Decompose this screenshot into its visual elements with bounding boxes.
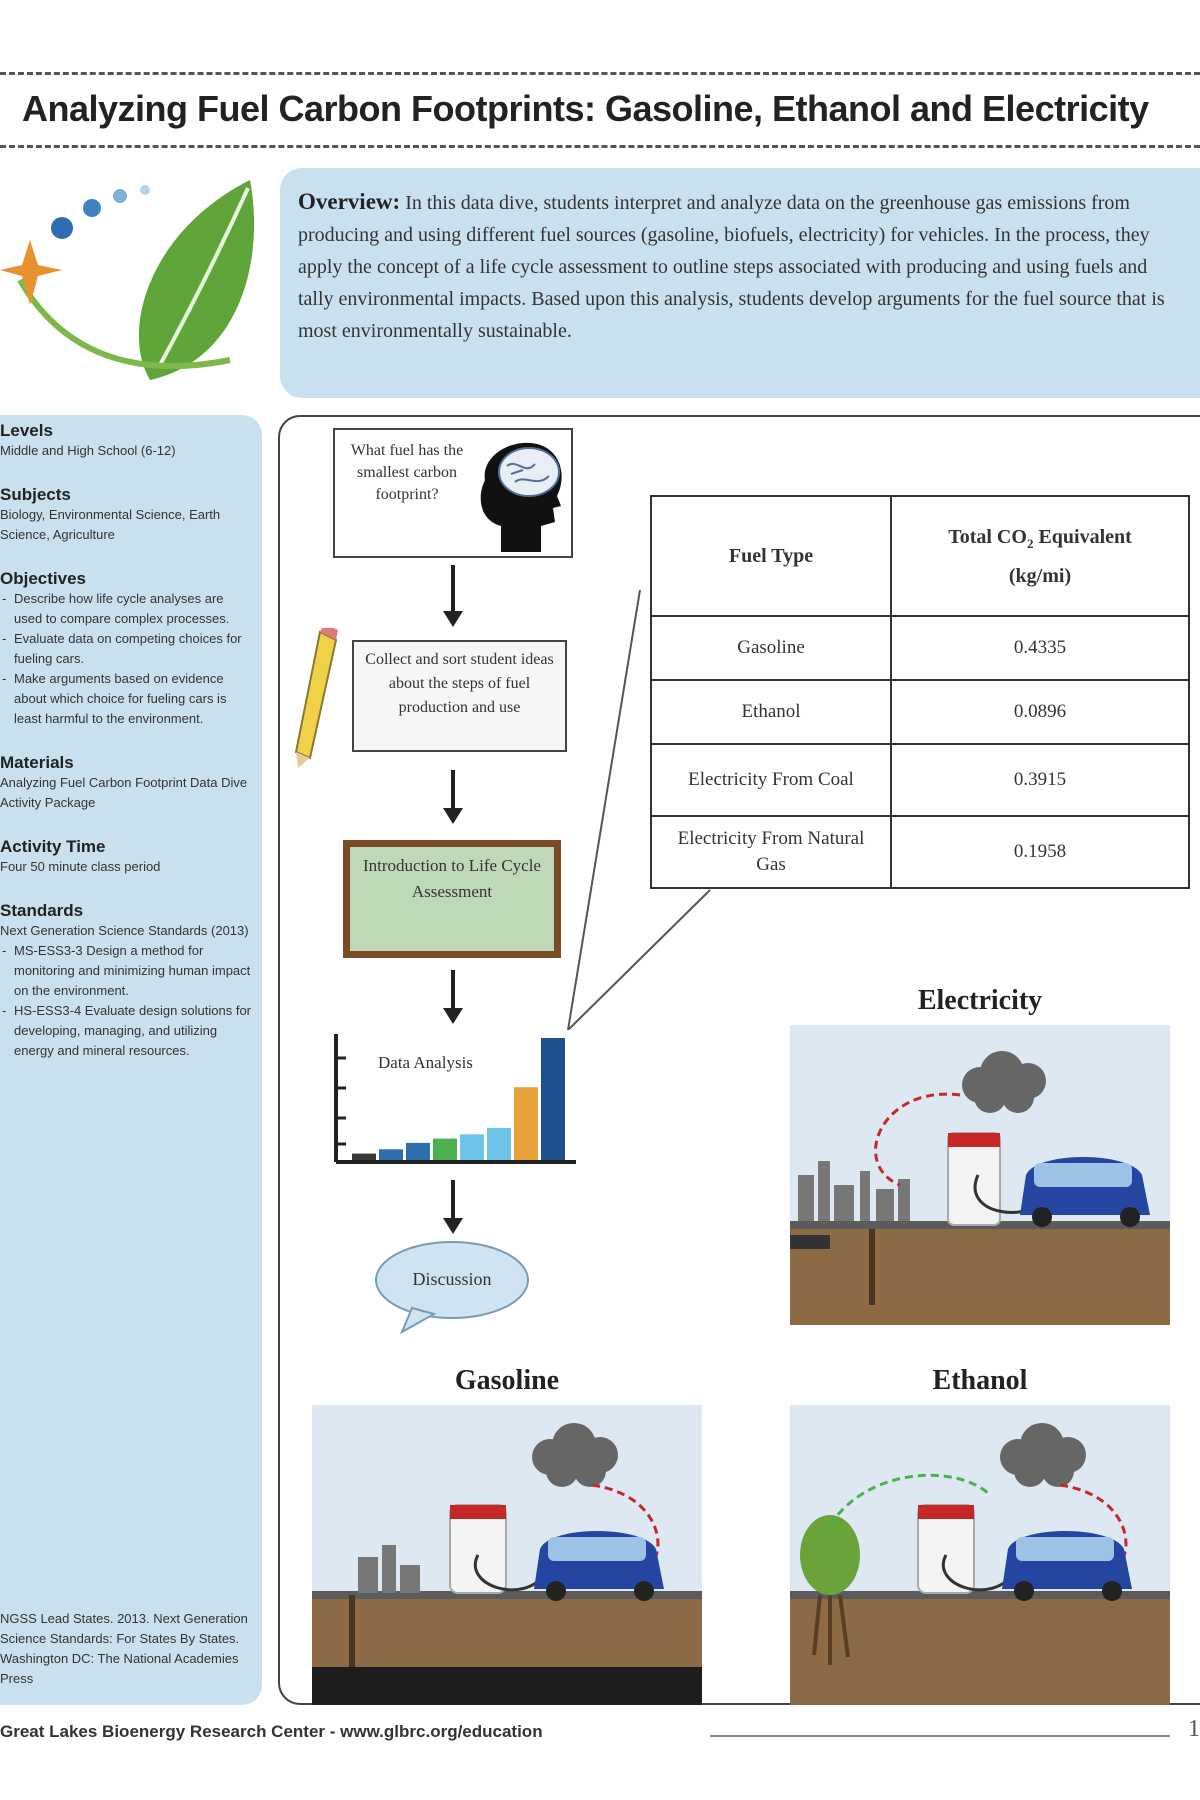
activity-time-text: Four 50 minute class period (0, 859, 161, 874)
overview-box (280, 168, 1200, 398)
subjects-text: Biology, Environmental Science, Earth Science, Agriculture (0, 507, 221, 542)
discussion-text: Discussion (412, 1269, 492, 1289)
fuel-cell: Electricity From Natural Gas (651, 816, 891, 888)
sidebar-standards (0, 901, 252, 1061)
logo-dot-1 (51, 217, 73, 239)
chart-bar (541, 1038, 565, 1160)
overview-text: In this data dive, students interpret and analyze data on the greenhouse gas emissions from producing and using different fuel sources (gasoline, biofuels, electricity) for vehicles. In the process, they apply the concept of a life cycle assessment to outline steps associated with producing and using fuels and tally environmental impacts. Based upon this analysis, students develop arguments for the fuel source that is most environmentally sustainable. (298, 192, 1165, 342)
subjects-heading: Subjects (0, 485, 71, 504)
value-cell: 0.3915 (891, 744, 1189, 816)
flow-arrow-4 (451, 1180, 455, 1220)
sidebar-materials (0, 753, 252, 813)
logo-dot-3 (113, 189, 127, 203)
flow-arrow-3 (451, 970, 455, 1010)
value-cell: 0.0896 (891, 680, 1189, 744)
flow-arrow-2 (451, 770, 455, 810)
levels-heading: Levels (0, 421, 53, 440)
standards-list (0, 941, 252, 1061)
standards-text: Next Generation Science Standards (2013) (0, 923, 249, 938)
table-header-co2: Total $CO_2$ Equivalent (kg/mi) (891, 496, 1189, 616)
value-cell: 0.1958 (891, 816, 1189, 888)
page-title: Analyzing Fuel Carbon Footprints: Gasoline, Ethanol and Electricity (22, 88, 1149, 129)
sidebar (0, 415, 262, 1705)
ethanol-heading: Ethanol (932, 1365, 1028, 1396)
table-header-fuel: Fuel Type (651, 496, 891, 616)
data-analysis-svg (330, 1030, 580, 1170)
gasoline-heading: Gasoline (454, 1365, 560, 1396)
table-header-row (651, 496, 1189, 616)
materials-heading: Materials (0, 753, 74, 772)
chart-bar (352, 1154, 376, 1160)
list-item: - Make arguments based on evidence about which choice for fueling cars is least harmful to the environment. (0, 669, 252, 729)
ngss-citation: NGSS Lead States. 2013. Next Generation Science Standards: For States By States. Washington DC: The National Academies Press (0, 1611, 248, 1686)
fuel-emissions-table (650, 495, 1190, 889)
logo-star (0, 240, 62, 305)
logo-dot-4 (140, 185, 150, 195)
collect-ideas-text: Collect and sort student ideas about the steps of fuel production and use (365, 651, 554, 716)
table-row (651, 616, 1189, 680)
chart-bar (487, 1128, 511, 1160)
fuel-cell: Ethanol (651, 680, 891, 744)
pencil-icon (290, 628, 350, 768)
levels-text: Middle and High School (6-12) (0, 443, 176, 458)
sidebar-objectives (0, 569, 252, 729)
electricity-scene (790, 1025, 1170, 1325)
glbrc-logo (0, 170, 260, 390)
chart-bar (379, 1149, 403, 1160)
gasoline-scene (312, 1405, 702, 1705)
table-row (651, 744, 1189, 816)
logo-dot-2 (83, 199, 101, 217)
sidebar-levels (0, 421, 252, 461)
flow-arrow-1 (451, 565, 455, 613)
fuel-cell: Gasoline (651, 616, 891, 680)
table-row (651, 680, 1189, 744)
ethanol-scene (790, 1405, 1170, 1705)
intro-lca-text: Introduction to Life Cycle Assessment (363, 856, 541, 901)
collect-ideas-box (352, 640, 567, 752)
question-text: What fuel has the smallest carbon footprint? (350, 442, 464, 503)
list-item: - MS-ESS3-3 Design a method for monitoring and minimizing human impact on the environment. (0, 941, 252, 1001)
question-box (333, 428, 573, 558)
chart-bar (514, 1087, 538, 1160)
objectives-heading: Objectives (0, 569, 86, 588)
overview-label: Overview: (298, 189, 401, 214)
list-item: - Describe how life cycle analyses are used to compare complex processes. (0, 589, 252, 629)
activity-time-heading: Activity Time (0, 837, 106, 856)
data-analysis-chart (330, 1030, 580, 1170)
sidebar-subjects (0, 485, 252, 545)
chart-title: Data Analysis (378, 1053, 473, 1072)
value-cell: 0.4335 (891, 616, 1189, 680)
materials-text: Analyzing Fuel Carbon Footprint Data Dive Activity Package (0, 775, 248, 810)
chart-bar (460, 1134, 484, 1160)
list-item: - HS-ESS3-4 Evaluate design solutions for developing, managing, and utilizing energy and mineral resources. (0, 1001, 252, 1061)
title-rule-top (0, 72, 1200, 75)
list-item: - Evaluate data on competing choices for fueling cars. (0, 629, 252, 669)
title-rule-bottom (0, 145, 1200, 148)
footer-credit: Great Lakes Bioenergy Research Center - www.glbrc.org/education (0, 1722, 543, 1741)
page-number: 1 (1188, 1716, 1200, 1742)
standards-heading: Standards (0, 901, 84, 920)
footer-rule (710, 1735, 1170, 1737)
brain-head-icon (471, 436, 567, 552)
sidebar-activity-time (0, 837, 252, 877)
chart-bar (433, 1139, 457, 1160)
fuel-cell: Electricity From Coal (651, 744, 891, 816)
table-row (651, 816, 1189, 888)
chart-bar (406, 1143, 430, 1160)
objectives-list (0, 589, 252, 729)
intro-lca-chalkboard (343, 840, 561, 958)
electricity-heading: Electricity (917, 985, 1043, 1016)
